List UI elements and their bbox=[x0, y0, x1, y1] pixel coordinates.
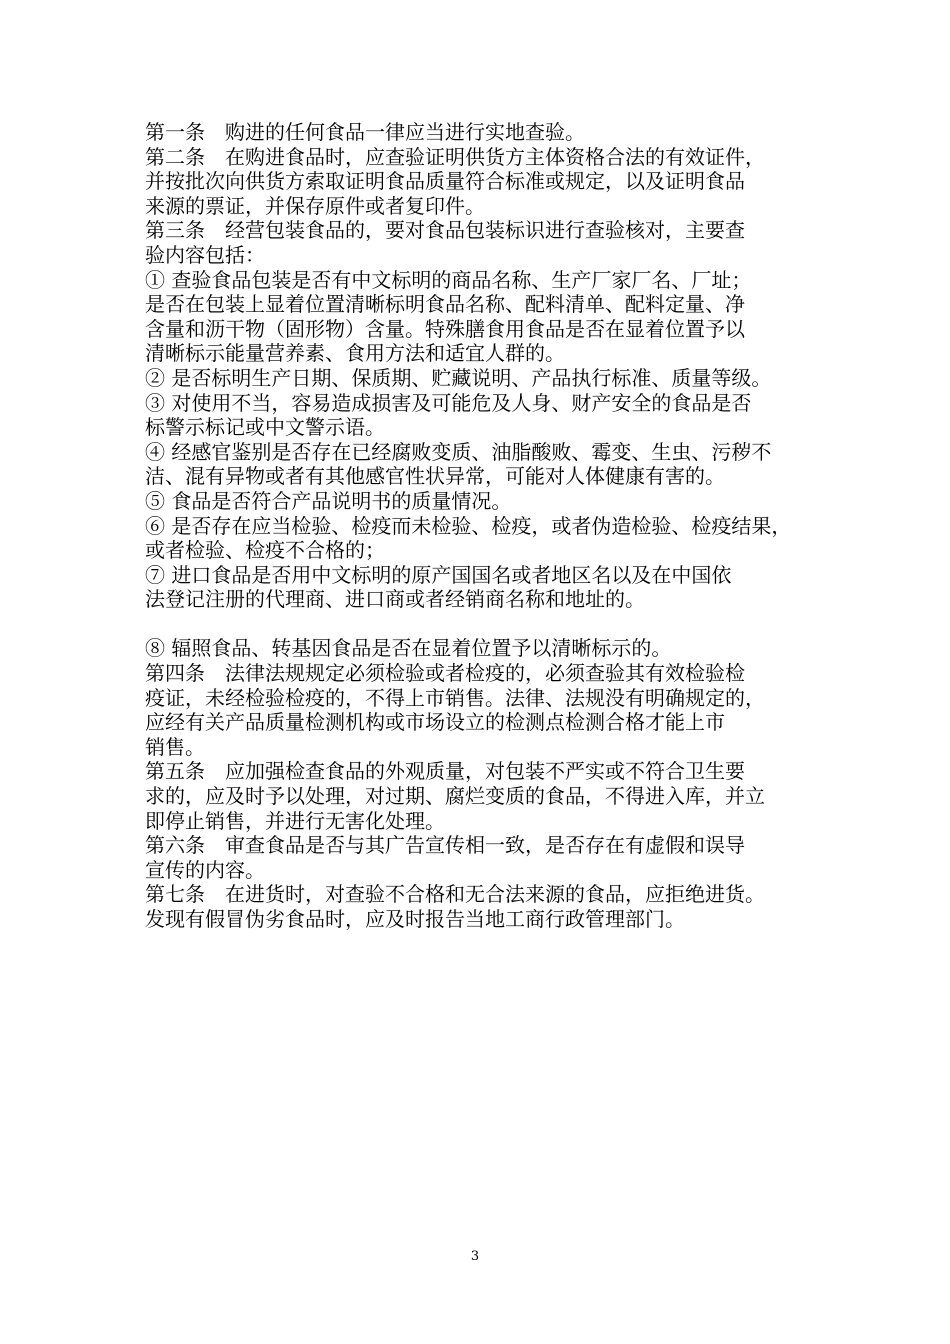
text-line: ② 是否标明生产日期、保质期、贮藏说明、产品执行标准、质量等级。 bbox=[145, 365, 772, 390]
text-line: 并按批次向供货方索取证明食品质量符合标准或规定，以及证明食品 bbox=[145, 169, 745, 194]
text-line: ③ 对使用不当，容易造成损害及可能危及人身、财产安全的食品是否 bbox=[145, 390, 752, 415]
text-line: ⑥ 是否存在应当检验、检疫而未检验、检疫，或者伪造检验、检疫结果， bbox=[145, 513, 792, 538]
text-line: 第一条 购进的任何食品一律应当进行实地查验。 bbox=[145, 120, 585, 144]
text-line: ④ 经感官鉴别是否存在已经腐败变质、油脂酸败、霉变、生虫、污秽不 bbox=[145, 439, 772, 464]
text-line: 洁、混有异物或者有其他感官性状异常，可能对人体健康有害的。 bbox=[145, 464, 725, 489]
text-line: ⑦ 进口食品是否用中文标明的原产国国名或者地区名以及在中国依 bbox=[145, 562, 732, 587]
text-line: 发现有假冒伪劣食品时，应及时报告当地工商行政管理部门。 bbox=[145, 907, 685, 931]
text-line: 标警示标记或中文警示语。 bbox=[145, 415, 385, 440]
text-line: 第二条 在购进食品时，应查验证明供货方主体资格合法的有效证件， bbox=[145, 144, 765, 169]
text-line: 应经有关产品质量检测机构或市场设立的检测点检测合格才能上市 bbox=[145, 710, 725, 735]
text-line: ⑤ 食品是否符合产品说明书的质量情况。 bbox=[145, 488, 512, 513]
text-line: 清晰标示能量营养素、食用方法和适宜人群的。 bbox=[145, 341, 565, 366]
text-line: 第三条 经营包装食品的，要对食品包装标识进行查验核对，主要查 bbox=[145, 218, 745, 243]
text-line: 含量和沥干物（固形物）含量。特殊膳食用食品是否在显着位置予以 bbox=[145, 316, 745, 341]
document-body bbox=[145, 120, 815, 932]
text-line: 或者检验、检疫不合格的； bbox=[145, 538, 385, 563]
text-line: 是否在包装上显着位置清晰标明食品名称、配料清单、配料定量、净 bbox=[145, 292, 745, 317]
text-line: 第四条 法律法规规定必须检验或者检疫的，必须查验其有效检验检 bbox=[145, 661, 745, 686]
text-line: 即停止销售，并进行无害化处理。 bbox=[145, 808, 445, 833]
text-line: 销售。 bbox=[145, 734, 205, 759]
page-number: 3 bbox=[470, 1249, 480, 1264]
text-line: 疫证，未经检验检疫的，不得上市销售。法律、法规没有明确规定的， bbox=[145, 685, 765, 710]
blank-line bbox=[145, 612, 815, 637]
text-line: 第七条 在进货时，对查验不合格和无合法来源的食品，应拒绝进货。 bbox=[145, 882, 765, 907]
text-line: 第五条 应加强检查食品的外观质量，对包装不严实或不符合卫生要 bbox=[145, 759, 745, 784]
text-line: 验内容包括： bbox=[145, 242, 265, 267]
text-line: 第六条 审查食品是否与其广告宣传相一致，是否存在有虚假和误导 bbox=[145, 833, 745, 858]
text-line: 来源的票证，并保存原件或者复印件。 bbox=[145, 193, 485, 218]
text-line: 求的，应及时予以处理，对过期、腐烂变质的食品，不得进入库，并立 bbox=[145, 784, 765, 809]
text-line: 宣传的内容。 bbox=[145, 857, 265, 882]
text-line: ⑧ 辐照食品、转基因食品是否在显着位置予以清晰标示的。 bbox=[145, 636, 672, 661]
text-line: 法登记注册的代理商、进口商或者经销商名称和地址的。 bbox=[145, 587, 645, 612]
text-line: ① 查验食品包装是否有中文标明的商品名称、生产厂家厂名、厂址； bbox=[145, 267, 752, 292]
